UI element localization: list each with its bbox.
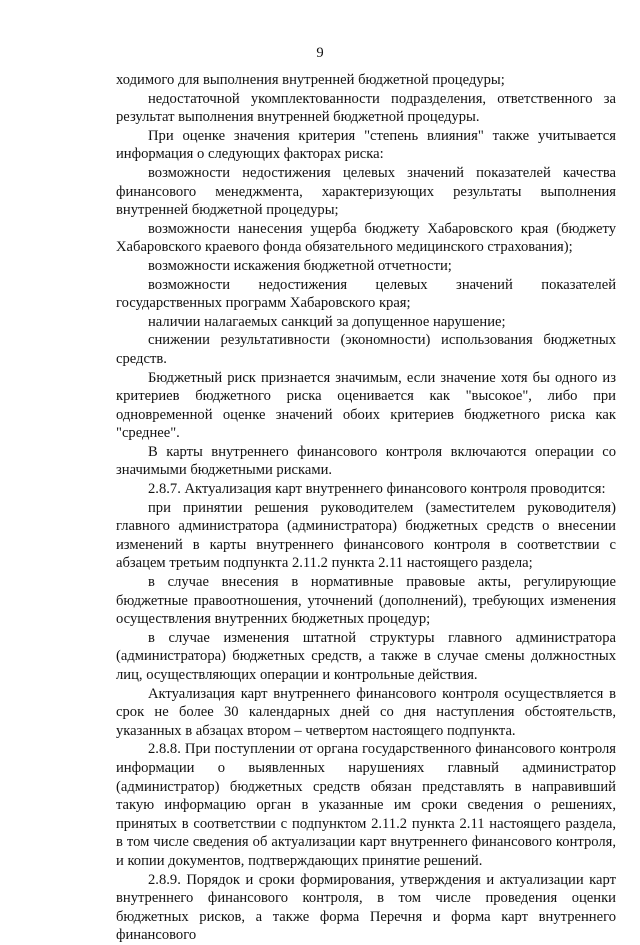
paragraph-continuation: ходимого для выполнения внутренней бюджетной процедуры; bbox=[116, 72, 505, 88]
paragraph-section-2-8-9: 2.8.9. Порядок и сроки формирования, утверждения и актуализации карт внутреннего финансового контроля, в том числе проведения оценки бюджетных рисков, а также форма Перечня и форма карт внутреннего финансового bbox=[116, 871, 616, 944]
paragraph-update-deadline: Актуализация карт внутреннего финансового контроля осуществляется в срок не более 30 календарных дней со дня наступления обстоятельств, указанных в абзацах втором – четвертом настоящего подпункта. bbox=[116, 685, 616, 739]
paragraph-section-2-8-8: 2.8.8. При поступлении от органа государственного финансового контроля информации о выявленных нарушениях главный администратор (администратор) бюджетных средств обязан представлять в направивший такую информацию орган в указанные им сроки сведения о решениях, принятых в соответствии с подпунктом 2.11.2 пункта 2.11 настоящего раздела, в том числе сведения об актуализации карт внутреннего финансового контроля, и копии документов, подтверждающих принятие решений. bbox=[116, 741, 616, 869]
paragraph-update-structure: в случае изменения штатной структуры главного администратора (администратора) бюджетных средств, а также в случае смены должностных лиц, осуществляющих операции и контрольные действия. bbox=[116, 629, 616, 683]
paragraph-risk-factor-targets: возможности недостижения целевых значений показателей качества финансового менеджмента, характеризующих результаты выполнения внутренней бюджетной процедуры; bbox=[116, 164, 616, 219]
paragraph-influence-criterion: При оценке значения критерия "степень влияния" также учитывается информация о следующих факторах риска: bbox=[116, 127, 616, 163]
paragraph-risk-factor-programs: возможности недостижения целевых значений показателей государственных программ Хабаровского края; bbox=[116, 276, 616, 312]
paragraph-risk-factor-damage: возможности нанесения ущерба бюджету Хабаровского края (бюджету Хабаровского краевого фонда обязательного медицинского страхования); bbox=[116, 220, 616, 256]
paragraph-control-maps: В карты внутреннего финансового контроля включаются операции со значимыми бюджетными рисками. bbox=[116, 443, 616, 479]
paragraph-risk-factor-distortion: возможности искажения бюджетной отчетности; bbox=[148, 257, 452, 274]
paragraph-section-2-8-7: 2.8.7. Актуализация карт внутреннего финансового контроля проводится: bbox=[148, 481, 606, 498]
page-number: 9 bbox=[316, 45, 324, 61]
paragraph-update-decision: при принятии решения руководителем (заместителем руководителя) главного администратора (администратора) бюджетных средств о внесении изменений в карты внутреннего финансового контроля в соответствии с абзацем третьим подпункта 2.11.2 пункта 2.11 настоящего раздела; bbox=[116, 499, 616, 572]
paragraph-significant-risk: Бюджетный риск признается значимым, если значение хотя бы одного из критериев бюджетного риска оценивается как "высокое", либо при одновременной оценке значений обоих критериев бюджетного риска как "среднее". bbox=[116, 369, 616, 442]
paragraph-risk-factor-sanctions: наличии налагаемых санкций за допущенное нарушение; bbox=[148, 313, 506, 330]
paragraph-update-regulations: в случае внесения в нормативные правовые акты, регулирующие бюджетные правоотношения, уточнений (дополнений), требующих изменения осуществления внутренних бюджетных процедур; bbox=[116, 574, 616, 628]
paragraph-understaffing: недостаточной укомплектованности подразделения, ответственного за результат выполнения внутренней бюджетной процедуры. bbox=[116, 90, 616, 126]
paragraph-risk-factor-efficiency: снижении результативности (экономности) использования бюджетных средств. bbox=[116, 332, 616, 367]
document-body bbox=[116, 71, 616, 945]
